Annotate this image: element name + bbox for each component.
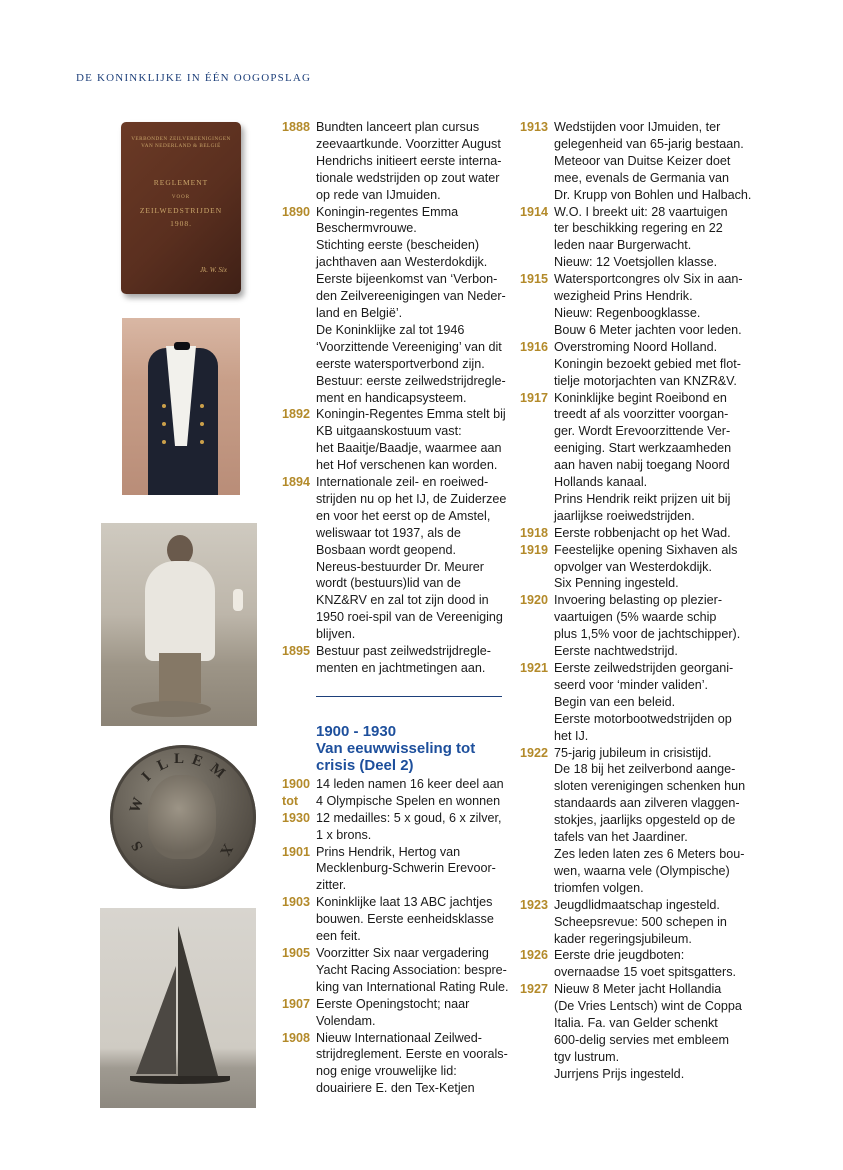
entry-year: 1903 [282,895,311,910]
entry-text-line: Nieuw: Regenboogklasse. [554,305,701,320]
timeline-entry [520,947,750,981]
entry-text [316,996,504,1030]
entry-text [554,592,750,660]
entry-text-line: Koningin-regentes Emma [316,204,459,219]
entry-text-line: het Hof verschenen kan worden. [316,458,498,473]
entry-text [554,525,750,542]
entry-text-line: tielje motorjachten van KNZR&V. [554,373,737,388]
timeline-entry [282,119,504,204]
book-signature: Jk. W. Six [200,266,227,274]
entry-year: tot [282,793,299,808]
timeline-entry [520,897,750,948]
entry-text-line: Invoering belasting op plezier- [554,593,723,608]
hull-shape [130,1076,230,1084]
timeline-entry [282,643,504,677]
entry-text [316,844,504,895]
entry-year: 1919 [520,542,549,557]
medal-legend-letter: I [138,769,155,785]
entry-text-line: ter beschikking regering en 22 [554,221,723,236]
timeline-entry [282,844,504,895]
book-title [121,176,241,230]
entry-text-line: seerd voor ‘minder validen’. [554,677,708,692]
medal-legend-letter: S [128,838,147,854]
entry-year: 1894 [282,475,311,490]
entry-text [316,776,504,793]
entry-text-line: plus 1,5% voor de jachtschipper). [554,627,741,642]
entry-text [316,119,504,204]
entry-year: 1905 [282,945,311,960]
entry-year: 1921 [520,661,549,675]
bowtie-shape [174,342,190,350]
entry-year: 1927 [520,982,549,997]
button-shape [162,440,166,444]
entry-text-line: Eerste Openingstocht; naar [316,996,470,1011]
entry-text-line: eerste watersportverbond zijn. [316,356,485,371]
entry-text [554,947,750,981]
entry-text-line: land en België’. [316,305,403,320]
entry-text-line: jaarlijkse roeiwedstrijden. [554,508,695,523]
entry-text [554,660,750,745]
entry-text-line: Nieuw: 12 Voetsjollen klasse. [554,255,718,270]
medal-legend-letter: M [206,760,228,782]
entry-text-line: Jurrjens Prijs ingesteld. [554,1066,685,1081]
entry-text-line: Bestuur: eerste zeilwedstrijdregle- [316,373,506,388]
entry-text-line: mee, evenals de Germania van [554,170,730,185]
entry-text-line: het IJ. [554,728,589,743]
entry-text-line: kader regeringsjubileum. [554,931,692,946]
timeline-entry [520,981,750,1082]
entry-text-line: Internationale zeil- en roeiwed- [316,475,489,490]
entry-text-line: tafels van het Jaardiner. [554,830,688,845]
entry-text-line: Wedstijden voor IJmuiden, ter [554,120,721,134]
entry-text-line: een feit. [316,929,361,944]
entry-text-line: vaartuigen (5% waarde schip [554,610,717,625]
entry-text-line: Bundten lanceert plan cursus [316,120,480,134]
entry-text-line: 12 medailles: 5 x goud, 6 x zilver, [316,810,502,825]
entry-text-line: Mecklenburg-Schwerin Erevoor- [316,861,496,876]
entry-text [554,981,750,1082]
entry-text-line: Six Penning ingesteld. [554,576,679,591]
timeline-column-right [520,119,750,1083]
entry-text-line: Eerste nachtwedstrijd. [554,644,678,659]
timeline-entry [520,119,750,204]
rulebook-photo [121,122,241,294]
section-divider [316,696,502,697]
entry-text-line: eeniging. Start werkzaamheden [554,441,732,456]
timeline-entry [282,204,504,407]
entry-text [554,745,750,897]
entry-text-line: tionale wedstrijden op zout water [316,170,500,185]
entry-year: 1901 [282,844,311,859]
dog-shape [131,701,211,717]
entry-text-line: leden naar Burgerwacht. [554,238,692,253]
entry-text-line: tgv lustrum. [554,1049,620,1064]
entry-text-line: weliswaar tot 1937, als de [316,525,461,540]
entry-text-line: Beschermvrouwe. [316,221,417,236]
entry-text [316,810,504,844]
entry-text-line: gelegenheid van 65-jarig bestaan. [554,136,744,151]
book-publisher-text [121,136,241,150]
entry-text-line: strijdreglement. Eerste en voorals- [316,1047,508,1062]
entry-text [316,945,509,996]
entry-text-line: KB uitgaanskostuum vast: [316,424,462,439]
entry-text [554,897,750,948]
entry-text-line: Scheepsrevue: 500 schepen in [554,914,727,929]
entry-year: 1908 [282,1030,311,1045]
entry-text-line: W.O. I breekt uit: 28 vaartuigen [554,204,728,219]
entry-text-line: Nereus-bestuurder Dr. Meurer [316,559,484,574]
running-head: DE KONINKLIJKE IN ÉÉN OOGOPSLAG [76,72,312,84]
entry-text [316,474,506,643]
entry-year: 1907 [282,996,311,1011]
book-title-line: VOOR [171,195,191,200]
entry-text-line: ‘Voorzittende Vereeniging’ van dit [316,339,502,354]
entry-text-line: opvolger van Westerdokdijk. [554,559,712,574]
medal-portrait [148,775,216,859]
entry-text-line: stokjes, jaarlijks opgesteld op de [554,813,736,828]
entry-text [316,643,504,677]
entry-text-line: Italia. Fa. van Gelder schenkt [554,1016,718,1031]
entry-text-line: Prins Hendrik, Hertog van [316,844,461,859]
entry-year: 1916 [520,339,549,354]
timeline-entry [520,271,750,339]
entry-year: 1895 [282,644,311,659]
entry-text-line: De Koninklijke zal tot 1946 [316,322,465,337]
entry-text-line: overnaadse 15 voet spitsgatters. [554,965,737,980]
timeline-entry [520,204,750,272]
entry-text-line: nog enige vrouwelijke lid: [316,1064,457,1079]
entry-text-line: standaards aan zilveren vlaggen- [554,796,740,811]
entry-text-line: het Baaitje/Baadje, waarmee aan [316,441,502,456]
entry-text-line: Stichting eerste (bescheiden) [316,238,480,253]
entry-text-line: menten en jachtmetingen aan. [316,661,486,675]
entry-text-line: 14 leden namen 16 keer deel aan [316,776,504,791]
timeline-entry [282,793,504,810]
entry-text [554,339,750,390]
entry-text-line: jachthaven aan Westerdokdijk. [316,255,488,270]
timeline-entry [282,474,507,643]
entry-text-line: Nieuw 8 Meter jacht Hollandia [554,982,722,997]
entry-year: 1892 [282,407,311,422]
timeline-entry [282,776,504,793]
section-title-line: 1900 - 1930 [316,722,397,740]
entry-text-line: strijden nu op het IJ, de Zuiderzee [316,491,507,506]
entry-text [316,894,504,945]
distant-figure-shape [233,589,243,611]
entry-text-line: Overstroming Noord Holland. [554,339,718,354]
uniform-photo [122,318,240,495]
figure-body-shape [145,561,215,661]
timeline-column-middle [282,119,509,1097]
entry-text-line: 600-delig servies met embleem [554,1032,729,1047]
entry-text-line: triomfen volgen. [554,880,644,895]
entry-text-line: Eerste robbenjacht op het Wad. [554,525,731,540]
entry-text [554,542,750,593]
book-title-line: REGLEMENT [153,178,209,187]
entry-text [554,271,750,339]
entry-text-line: Volendam. [316,1013,376,1028]
entry-year: 1888 [282,120,311,134]
timeline-entry [520,390,750,525]
book-publisher-line: VERBONDEN ZEILVEREENIGINGEN [131,136,231,142]
entry-year: 1917 [520,390,549,405]
entry-text [316,204,506,407]
entry-text-line: Watersportcongres olv Six in aan- [554,272,743,287]
entry-text-line: Feestelijke opening Sixhaven als [554,542,738,557]
yacht-photo [100,908,256,1108]
entry-text-line: Prins Hendrik reikt prijzen uit bij [554,491,731,506]
entry-text-line: king van International Rating Rule. [316,979,509,994]
entry-text [554,119,751,204]
entry-text-line: Eerste drie jeugdboten: [554,948,685,963]
entry-text-line: Jeugdlidmaatschap ingesteld. [554,897,720,912]
timeline-entry [282,810,504,844]
medal-photo [110,745,256,889]
timeline-entry [520,660,750,745]
medal-legend-letter: E [189,751,205,771]
entry-text [316,1030,508,1098]
medal-legend-letter: L [174,751,185,767]
entry-text-line: Koningin bezoekt gebied met flot- [554,356,741,371]
book-title-line: 1908. [170,219,192,228]
entry-text-line: wezigheid Prins Hendrik. [554,289,693,304]
entry-text-line: Dr. Krupp von Bohlen und Halbach. [554,187,752,202]
entry-text [554,390,750,525]
medal-legend-letter: L [154,755,171,775]
entry-year: 1926 [520,948,549,963]
book-title-line: ZEILWEDSTRIJDEN [139,206,223,215]
entry-text-line: aan haven nabij toegang Noord [554,458,730,473]
entry-text-line: Hollands kanaal. [554,475,648,490]
button-shape [200,404,204,408]
entry-text-line: Nieuw Internationaal Zeilwed- [316,1030,482,1045]
entry-text-line: Zes leden laten zes 6 Meters bou- [554,846,745,861]
entry-text-line: Eerste motorbootwedstrijden op [554,711,732,726]
entry-text-line: 1 x brons. [316,827,372,842]
entry-text-line: treedt af als voorzitter voorgan- [554,407,729,422]
entry-text-line: ger. Wordt Erevoorzittende Ver- [554,424,731,439]
timeline-entry [282,406,504,474]
entry-text-line: (De Vries Lentsch) wint de Coppa [554,999,742,1014]
entry-text-line: 75-jarig jubileum in crisistijd. [554,745,712,760]
entry-text-line: 1950 roei-spil van de Vereeniging [316,610,503,625]
entry-year: 1913 [520,120,549,134]
jib-sail-shape [136,966,176,1074]
entry-text-line: bouwen. Eerste eenheidsklasse [316,912,494,927]
button-shape [200,440,204,444]
entry-text-line: Meteoor van Duitse Keizer doet [554,153,731,168]
entry-year: 1930 [282,810,311,825]
entry-text-line: Koningin-Regentes Emma stelt bij [316,407,506,422]
beach-photo [101,523,257,726]
entry-text-line: 4 Olympische Spelen en wonnen [316,793,501,808]
section-title [316,723,504,774]
entry-year: 1920 [520,593,549,608]
timeline-entry [282,894,504,945]
medal-legend-letter: W [126,795,148,816]
entry-text-line: Bouw 6 Meter jachten voor leden. [554,322,742,337]
entry-text-line: op rede van IJmuiden. [316,187,441,202]
timeline-entry [282,945,509,996]
entry-text-line: Koninklijke laat 13 ABC jachtjes [316,895,493,910]
button-shape [200,422,204,426]
entry-year: 1914 [520,204,549,219]
entry-year: 1915 [520,272,549,287]
button-shape [162,422,166,426]
entry-text-line: sloten verenigingen schenken hun [554,779,746,794]
entry-text-line: Eerste zeilwedstrijden georgani- [554,661,734,675]
entry-year: 1922 [520,745,549,760]
button-shape [162,404,166,408]
entry-text-line: zitter. [316,878,347,893]
timeline-entry [520,745,750,897]
entry-text-line: den Zeilvereenigingen van Neder- [316,289,506,304]
entry-text-line: Bosbaan wordt geopend. [316,542,457,557]
entry-text-line: zeevaartkunde. Voorzitter August [316,136,501,151]
entry-text-line: Yacht Racing Association: bespre- [316,962,507,977]
entry-year: 1918 [520,525,549,540]
entry-text-line: Voorzitter Six naar vergadering [316,945,489,960]
entry-text-line: Bestuur past zeilwedstrijdregle- [316,644,491,659]
entry-text-line: ment en handicapsysteem. [316,390,467,405]
entry-year: 1890 [282,204,311,219]
entry-year: 1923 [520,897,549,912]
timeline-entry [520,542,750,593]
book-publisher-line: VAN NEDERLAND & BELGIË [141,143,221,149]
timeline-entry [520,339,750,390]
entry-text-line: Koninklijke begint Roeibond en [554,390,727,405]
entry-text-line: blijven. [316,627,356,642]
timeline-entry [520,592,750,660]
entry-year: 1900 [282,776,311,791]
entry-text [316,793,504,810]
entry-text-line: wordt (bestuurs)lid van de [316,576,461,591]
entry-text-line: KNZ&RV en zal tot zijn dood in [316,593,489,608]
timeline-entry [282,996,504,1030]
timeline-entry [282,1030,508,1098]
entry-text-line: Eerste bijeenkomst van ‘Verbon- [316,272,498,287]
entry-text-line: Hendrichs initieert eerste interna- [316,153,502,168]
entry-text-line: wen, waarna vele (Olympische) [554,863,730,878]
entry-text [554,204,750,272]
entry-text [316,406,506,474]
entry-text-line: douairiere E. den Tex-Ketjen [316,1081,475,1096]
timeline-entry [520,525,750,542]
figure-legs-shape [159,653,201,703]
entry-text-line: en voor het eerst op de Amstel, [316,508,491,523]
section-title-line: crisis (Deel 2) [316,756,414,774]
entry-text-line: De 18 bij het zeilverbond aange- [554,762,736,777]
main-sail-shape [178,926,218,1076]
section-title-line: Van eeuwwisseling tot [316,739,476,757]
medal-legend-letter: X [216,841,236,859]
entry-text-line: Begin van een beleid. [554,694,676,709]
